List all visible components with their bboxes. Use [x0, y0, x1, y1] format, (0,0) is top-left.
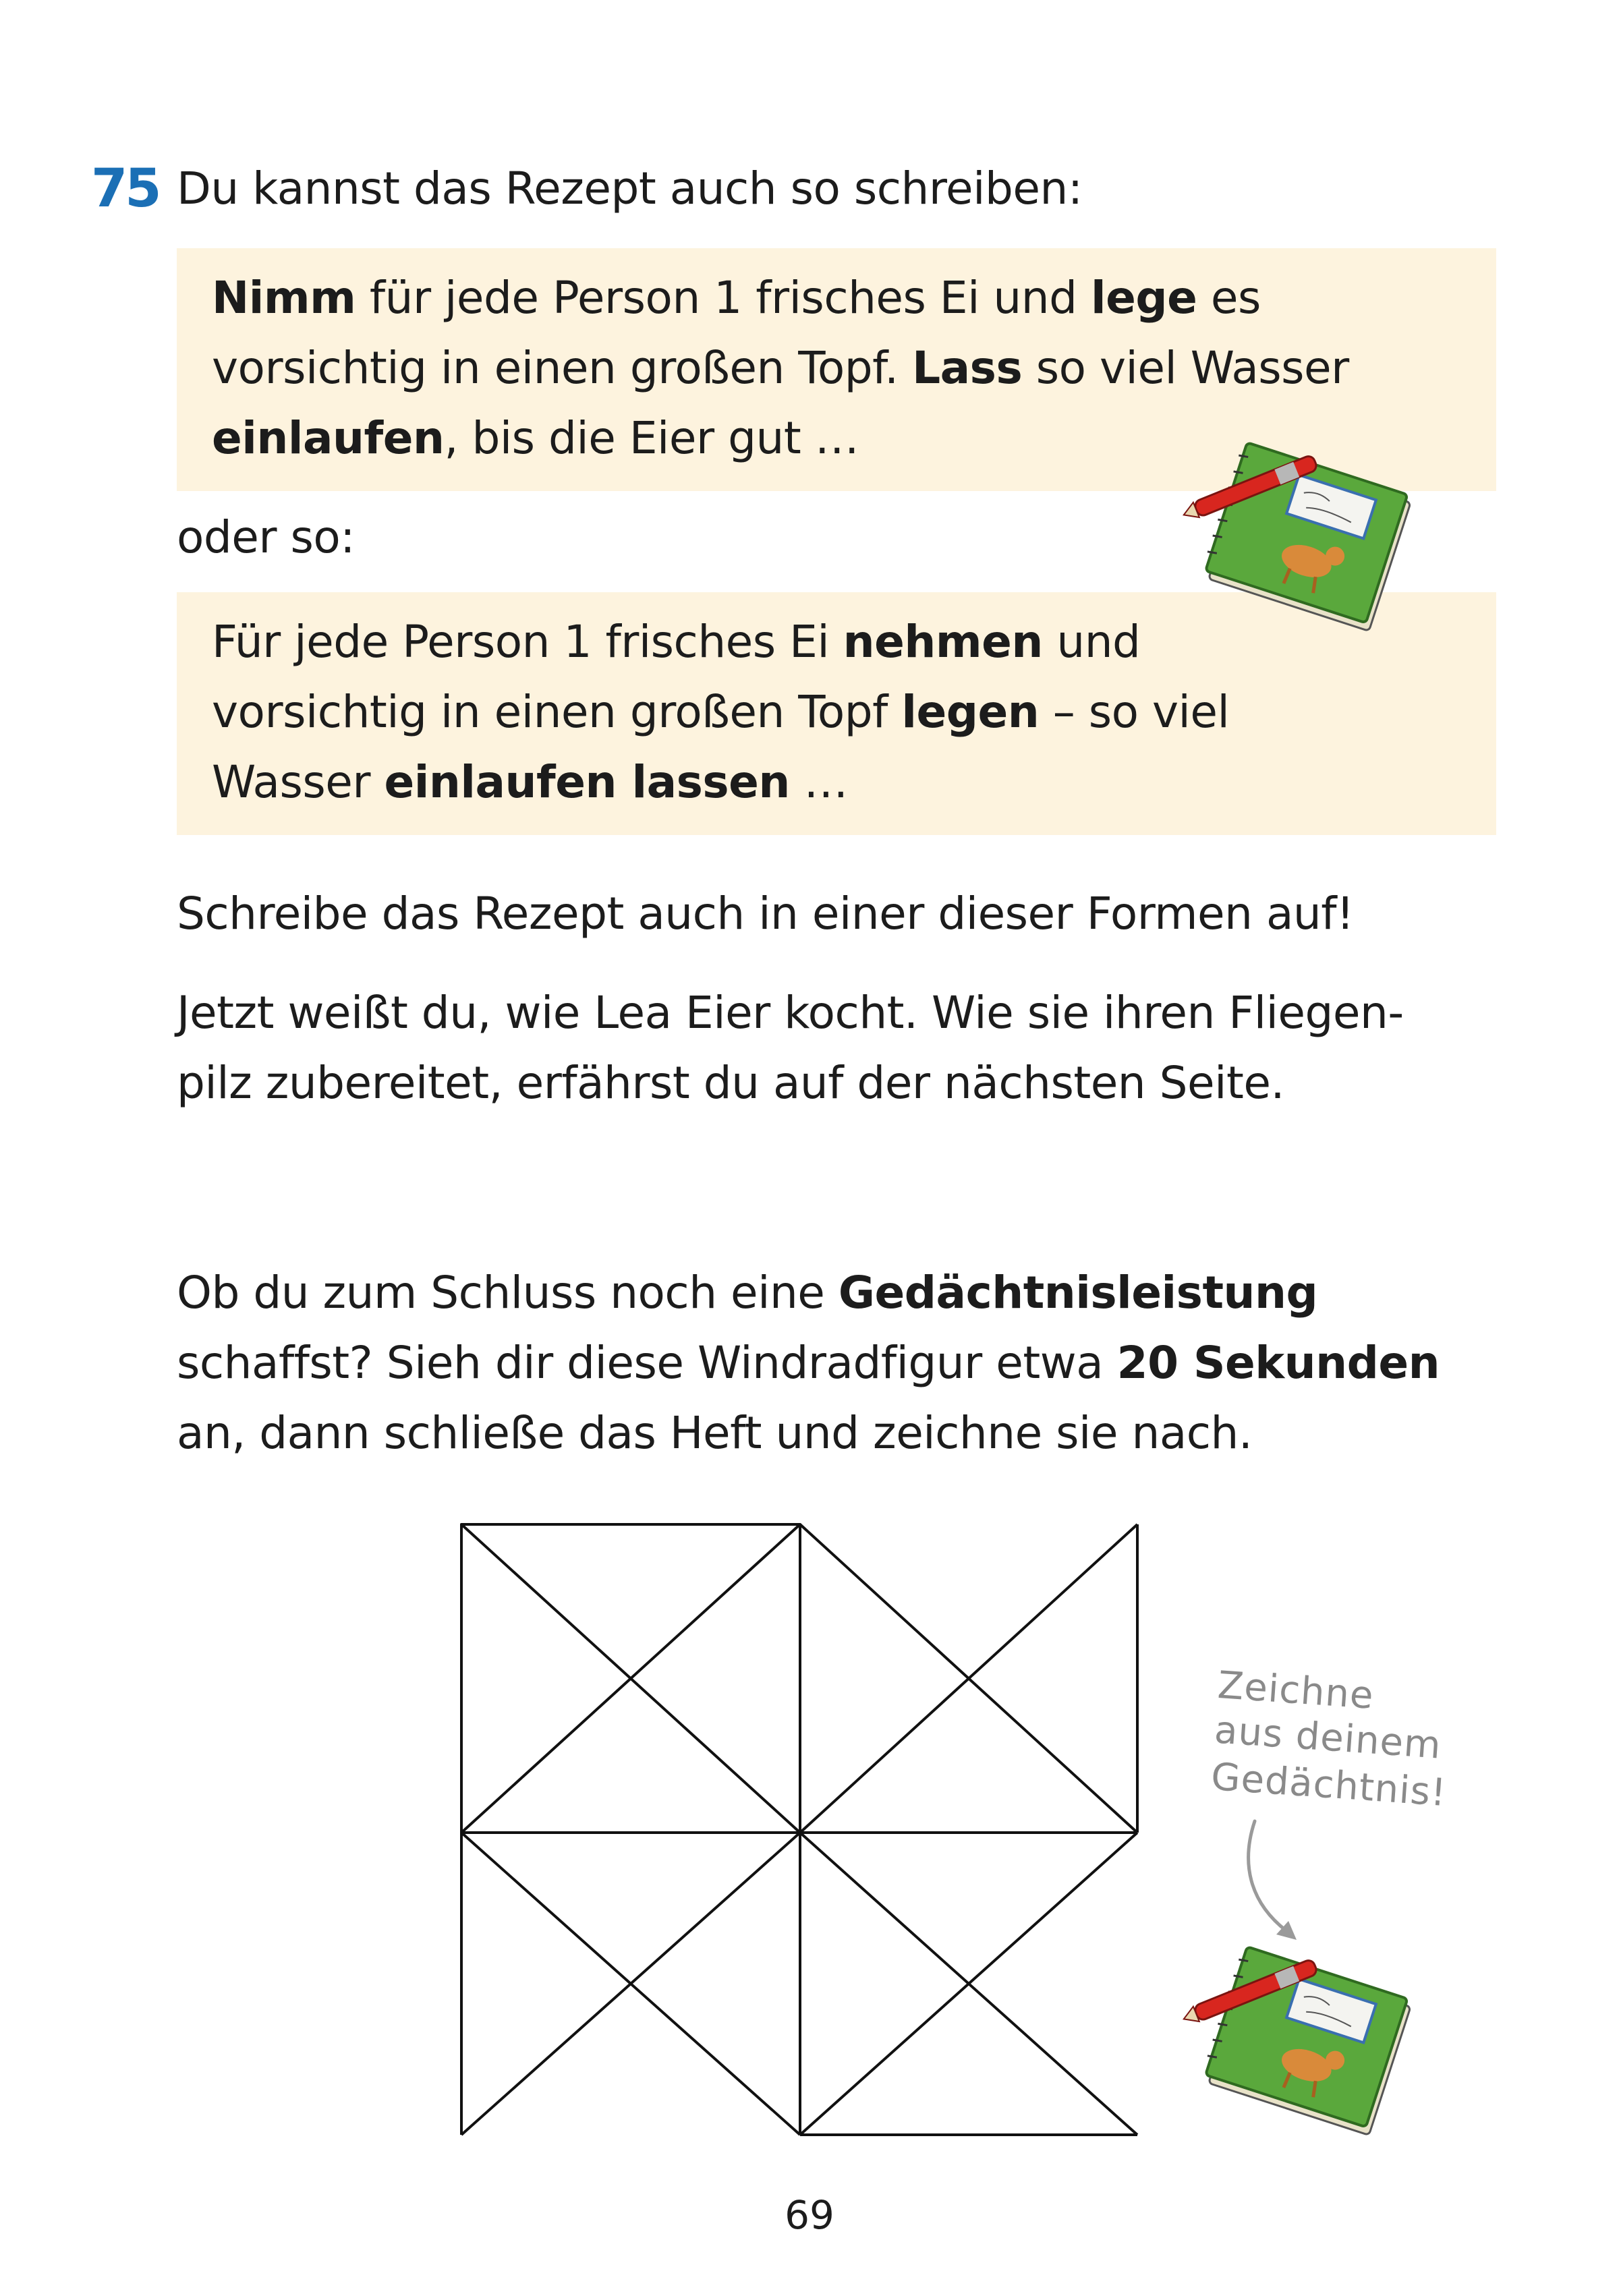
- notebook-pencil-icon: [1177, 438, 1433, 648]
- box1-text: , bis die Eier gut …: [444, 412, 859, 464]
- box2-text: Wasser: [212, 756, 385, 808]
- para3-text: schaffst? Sieh dir diese Windradfigur etwa: [177, 1337, 1117, 1389]
- paragraph-3-line-1: [177, 1258, 1317, 1328]
- keyword-einlaufen-lassen: einlaufen lassen: [384, 756, 790, 808]
- box2-text: Für jede Person 1 frisches Ei: [212, 616, 843, 668]
- pinwheel-figure: [445, 1511, 1160, 2158]
- para3-text: Ob du zum Schluss noch eine: [177, 1267, 839, 1319]
- box2-text: vorsichtig in einen großen Topf: [212, 686, 902, 738]
- box1-line-2: [212, 333, 1496, 403]
- box1-line-1: [212, 263, 1496, 333]
- keyword-legen: legen: [901, 686, 1040, 738]
- box1-text: es: [1197, 272, 1261, 324]
- box2-text: …: [789, 756, 848, 808]
- keyword-gedaechtnisleistung: Gedächtnisleistung: [838, 1267, 1318, 1319]
- box1-text: vorsichtig in einen großen Topf.: [212, 342, 913, 394]
- paragraph-2-line-1: Jetzt weißt du, wie Lea Eier kocht. Wie sie ihren Fliegen-: [177, 987, 1404, 1039]
- notebook-pencil-icon: [1177, 1943, 1433, 2152]
- box1-text: so viel Wasser: [1022, 342, 1349, 394]
- keyword-nehmen: nehmen: [843, 616, 1043, 668]
- paragraph-2-line-2: pilz zubereitet, erfährst du auf der nächsten Seite.: [177, 1057, 1284, 1109]
- keyword-nimm: Nimm: [212, 272, 356, 324]
- instruction-text: Schreibe das Rezept auch in einer dieser Formen auf!: [177, 888, 1354, 940]
- task-intro: Du kannst das Rezept auch so schreiben:: [177, 163, 1083, 214]
- oder-so-label: oder so:: [177, 511, 355, 563]
- box2-line-3: [212, 747, 1496, 817]
- paragraph-3-line-3: an, dann schließe das Heft und zeichne sie nach.: [177, 1407, 1253, 1459]
- page-number: 69: [785, 2192, 834, 2238]
- keyword-lege: lege: [1090, 272, 1197, 324]
- keyword-20-sekunden: 20 Sekunden: [1116, 1337, 1440, 1389]
- box2-text: – so viel: [1039, 686, 1230, 738]
- memory-note-line-1: Zeichne: [1216, 1663, 1375, 1719]
- memory-note-line-2: aus deinem: [1213, 1708, 1443, 1768]
- task-number: 75: [91, 159, 159, 219]
- keyword-lass: Lass: [912, 342, 1023, 394]
- keyword-einlaufen: einlaufen: [212, 412, 445, 464]
- box2-line-2: [212, 677, 1496, 747]
- curved-arrow-icon: [1234, 1814, 1315, 1949]
- paragraph-3-line-2: [177, 1328, 1440, 1398]
- memory-note-line-3: Gedächtnis!: [1210, 1754, 1448, 1816]
- box2-text: und: [1042, 616, 1141, 668]
- box1-text: für jede Person 1 frisches Ei und: [356, 272, 1091, 324]
